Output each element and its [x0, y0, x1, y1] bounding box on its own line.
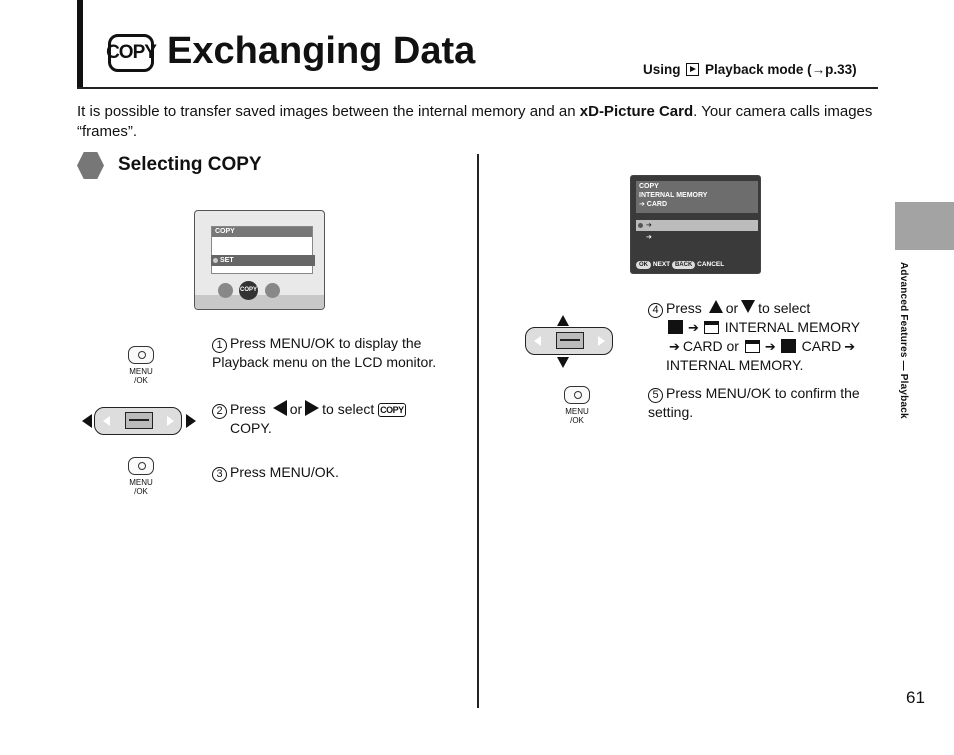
arrow-right-glyph: ➔: [844, 339, 856, 354]
step-2-number: 2: [212, 404, 227, 419]
step-2-press: Press: [230, 401, 266, 417]
crossref-prefix: Using: [643, 62, 681, 77]
lcd2-footer: [636, 259, 758, 271]
arrow-right-icon: [186, 414, 196, 428]
menu-label: MENU: [129, 367, 153, 376]
menu-ok-button-icon: [564, 386, 590, 404]
menu-ok-button-illustration: [121, 457, 161, 496]
menu-option-icon: [218, 283, 233, 298]
column-divider: [477, 154, 479, 708]
step-2-or: or: [289, 401, 303, 417]
dpad-right-icon: [598, 336, 605, 346]
step-1-number: 1: [212, 338, 227, 353]
card-icon: [745, 340, 760, 353]
dpad-center: [556, 332, 584, 349]
intro-text-before: It is possible to transfer saved images between the internal memory and an: [77, 103, 580, 120]
copy-selected-icon: [239, 281, 258, 300]
menu-ok-button-illustration: [121, 346, 161, 385]
crossref-page: →p.33): [811, 62, 857, 77]
step-3-number: 3: [212, 467, 227, 482]
lcd2-header-line2: INTERNAL MEMORY: [639, 192, 708, 199]
internal-memory-icon: [668, 320, 683, 334]
lcd-screen-copy-direction: [630, 175, 761, 274]
step-5-text: Press MENU/OK to confirm the setting.: [648, 385, 860, 420]
ok-pill: OK: [636, 261, 651, 269]
title-rule: [77, 87, 878, 89]
lcd2-header-line3: ➔ CARD: [639, 201, 668, 208]
step-1: [212, 334, 442, 372]
menu-option-icon: [265, 283, 280, 298]
copy-mode-icon: [108, 34, 154, 72]
chapter-label: Advanced Features — Playback: [898, 262, 909, 419]
back-pill: BACK: [672, 261, 695, 269]
copy-icon: [378, 403, 406, 417]
page-number: 61: [906, 688, 925, 707]
ok-label: /OK: [570, 416, 584, 425]
right-arrow-icon: [305, 400, 319, 416]
menu-panel: [211, 226, 313, 274]
hexagon-bullet-icon: [77, 152, 104, 179]
arrow-up-icon: [557, 315, 569, 326]
title-bar-accent: [77, 0, 83, 88]
arrow-right-glyph: ➔: [669, 339, 680, 354]
intro-text-after: . Your camera calls images “frames”.: [77, 103, 873, 140]
step-4-press: Press: [666, 300, 702, 316]
menu-label: MENU: [565, 407, 589, 416]
lcd2-header-line1: COPY: [639, 183, 659, 190]
playback-icon: [686, 63, 699, 76]
section-title: Selecting COPY: [118, 154, 262, 175]
down-arrow-icon: [741, 300, 755, 313]
step-2: [212, 400, 432, 438]
step-4-card: CARD: [801, 338, 842, 354]
lcd-bottom-strip: [195, 295, 325, 310]
step-1-text: Press MENU/OK to display the Playback menu on the LCD monitor.: [212, 335, 437, 370]
lcd2-header: [636, 181, 758, 213]
copy-icon-label: COPY: [239, 287, 257, 293]
lcd2-option-card-to-internal: [636, 232, 751, 243]
intro-paragraph: [77, 102, 877, 142]
arrow-down-icon: [557, 357, 569, 368]
dpad-bar: [94, 407, 182, 435]
internal-memory-icon: [781, 339, 796, 353]
dpad-left-icon: [103, 416, 110, 426]
copy-logo-text: COPY: [106, 42, 156, 63]
arrow-right-glyph: ➔: [764, 339, 776, 354]
step-4-number: 4: [648, 303, 663, 318]
menu-ok-button-illustration: [557, 386, 597, 425]
card-icon: [704, 321, 719, 334]
step-3-text: Press MENU/OK.: [230, 464, 339, 480]
step-5: [648, 384, 878, 422]
ok-label: /OK: [134, 376, 148, 385]
dpad-up-down-illustration: [513, 327, 633, 355]
ok-label: /OK: [134, 487, 148, 496]
left-arrow-icon: [273, 400, 287, 416]
menu-ok-button-icon: [128, 346, 154, 364]
lcd-menu-row-set: SET: [211, 255, 315, 266]
dpad-center: [125, 412, 153, 429]
step-3: [212, 463, 432, 482]
footer-next: NEXT: [652, 261, 671, 268]
lcd2-opt1-arrow: ➔: [646, 222, 652, 229]
step-4-internal-memory: INTERNAL MEMORY: [724, 319, 861, 335]
menu-ok-button-icon: [128, 457, 154, 475]
step-2-to-select: to select: [322, 401, 375, 417]
lcd-screen-playback-menu: [194, 210, 325, 310]
dpad-left-right-illustration: [82, 407, 202, 435]
dpad-bar: [525, 327, 613, 355]
step-4-internal-memory-end: INTERNAL MEMORY.: [666, 357, 804, 373]
chapter-tab: [895, 202, 954, 250]
arrow-right-glyph: ➔: [688, 320, 699, 335]
step-4-or: or: [725, 300, 739, 316]
step-5-number: 5: [648, 388, 663, 403]
crossref: [643, 62, 857, 77]
step-4-card-or: CARD or: [682, 338, 739, 354]
crossref-mode: Playback mode (: [705, 62, 812, 77]
lcd2-opt2-arrow: ➔: [646, 234, 652, 241]
dpad-left-icon: [534, 336, 541, 346]
copy-icon-text: COPY: [380, 405, 404, 415]
intro-bold: xD-Picture Card: [579, 103, 694, 120]
lcd-menu-header: COPY: [212, 227, 312, 237]
dpad-right-icon: [167, 416, 174, 426]
step-4: [648, 299, 883, 375]
lcd2-option-internal-to-card: [636, 220, 758, 231]
step-4-to-select: to select: [758, 300, 811, 316]
step-2-copy: COPY.: [230, 420, 272, 436]
page-title: Exchanging Data: [167, 30, 476, 72]
arrow-left-icon: [82, 414, 92, 428]
footer-cancel: CANCEL: [697, 261, 725, 268]
menu-label: MENU: [129, 478, 153, 487]
up-arrow-icon: [709, 300, 723, 313]
